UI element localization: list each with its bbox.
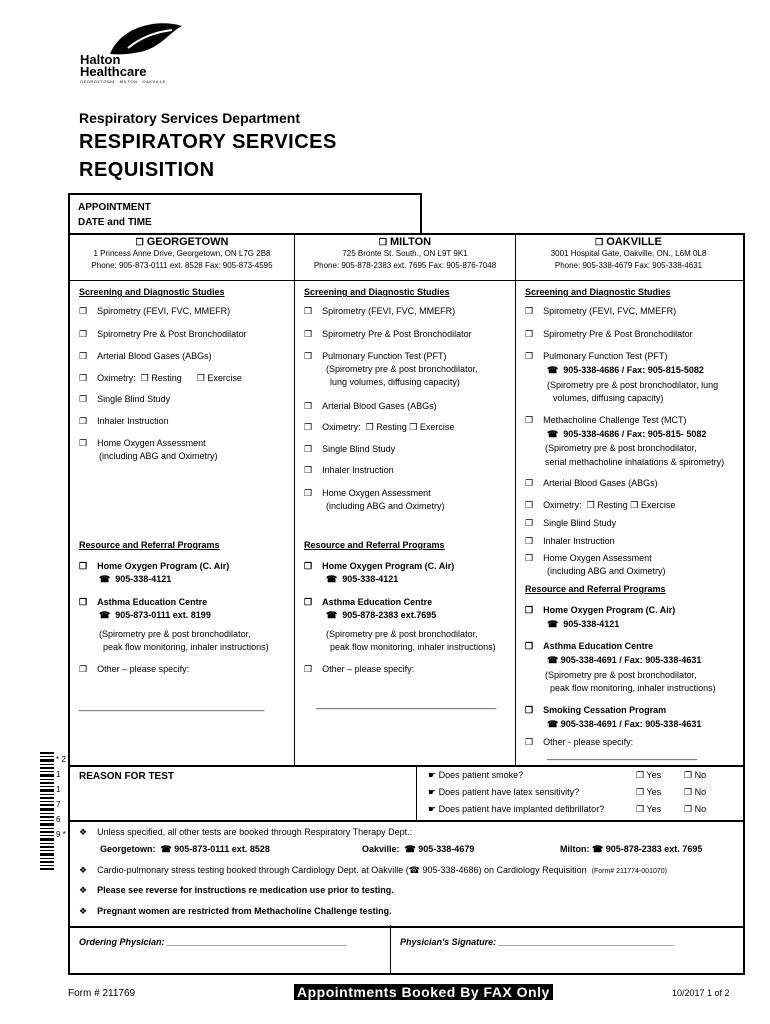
location-georgetown <box>70 236 294 272</box>
signature-box <box>68 925 745 975</box>
location-address: 725 Bronte St. South., ON L9T 9K1 <box>342 249 468 258</box>
answer-latex-no[interactable]: ❒ No <box>684 787 707 797</box>
screening-title: Screening and Diagnostic Studies <box>79 287 225 297</box>
note-medication: ❖ Please see reverse for instructions re medication use prior to testing. <box>79 885 394 895</box>
option-single-blind[interactable]: ❒ Single Blind Study <box>79 394 171 404</box>
appointment-date-time-label: DATE and TIME <box>78 217 152 228</box>
question-smoke: ☛ Does patient smoke? <box>428 770 524 780</box>
halton-healthcare-logo <box>80 18 190 84</box>
phone-icon: ☎ <box>408 865 420 875</box>
option-note: lung volumes, diffusing capacity) <box>330 377 460 387</box>
bullet-icon: ❖ <box>79 827 88 837</box>
option-spirometry-pre-post[interactable]: ❒ Spirometry Pre & Post Bronchodilator <box>304 329 472 339</box>
option-note: volumes, diffusing capacity) <box>553 393 664 403</box>
option-spirometry[interactable]: ❒ Spirometry (FEVI, FVC, MMEFR) <box>525 306 677 316</box>
option-other[interactable]: ❒ Other – please specify: <box>304 664 415 674</box>
answer-smoke-no[interactable]: ❒ No <box>684 770 707 780</box>
other-specify-line[interactable]: ______________________________ <box>547 750 698 760</box>
option-note: peak flow monitoring, inhaler instructions) <box>550 683 716 693</box>
physician-signature-field[interactable]: Physician's Signature: ___________________________________ <box>400 937 674 947</box>
option-oximetry[interactable]: ❒ Oximetry: ❒ Resting ❒ Exercise <box>304 422 455 432</box>
option-spirometry[interactable]: ❒ Spirometry (FEVI, FVC, MMEFR) <box>79 306 231 316</box>
fax-only-banner: Appointments Booked By FAX Only <box>294 984 553 1002</box>
option-home-oxygen-assessment[interactable]: ❒ Home Oxygen Assessment <box>304 488 431 498</box>
option-note: (Spirometry pre & post bronchodilator, <box>545 443 697 453</box>
barcode-text: * 2 1 1 7 6 9 * <box>56 755 66 839</box>
screening-title: Screening and Diagnostic Studies <box>304 287 450 297</box>
option-home-oxygen-assessment[interactable]: ❒ Home Oxygen Assessment <box>79 438 206 448</box>
resource-title: Resource and Referral Programs <box>525 584 666 594</box>
phone-line: ☎ 905-338-4686 / Fax: 905-815- 5082 <box>547 429 707 439</box>
option-abg[interactable]: ❒ Arterial Blood Gases (ABGs) <box>304 401 437 411</box>
location-milton <box>295 236 515 272</box>
other-specify-line[interactable]: ____________________________________ <box>316 699 497 709</box>
location-address: 1 Princess Anne Drive, Georgetown, ON L7G 2B8 <box>93 249 271 258</box>
phone-line: ☎ 905-878-2383 ext.7695 <box>326 610 437 620</box>
option-single-blind[interactable]: ❒ Single Blind Study <box>525 518 617 528</box>
option-note: serial methacholine inhalations & spirometry) <box>545 457 725 467</box>
option-home-oxygen-program[interactable]: ❒ Home Oxygen Program (C. Air) <box>304 561 455 571</box>
bullet-icon: ❖ <box>79 865 88 875</box>
answer-defib-no[interactable]: ❒ No <box>684 804 707 814</box>
phone-icon: ☎ <box>99 574 111 584</box>
checkbox-milton[interactable]: ❒ <box>378 237 387 247</box>
form-number: Form # 211769 <box>68 988 136 999</box>
barcode <box>40 752 70 872</box>
pointing-hand-icon: ☛ <box>428 770 437 780</box>
option-note: (Spirometry pre & post bronchodilator, <box>326 629 478 639</box>
option-spirometry-pre-post[interactable]: ❒ Spirometry Pre & Post Bronchodilator <box>79 329 247 339</box>
location-phone: Phone: 905-878-2383 ext. 7695 Fax: 905-876-7048 <box>313 261 497 270</box>
question-defibrillator: ☛ Does patient have implanted defibrillator? <box>428 804 605 814</box>
phone-icon: ☎ <box>547 719 559 729</box>
option-asthma-education[interactable]: ❒ Asthma Education Centre <box>525 641 654 651</box>
option-asthma-education[interactable]: ❒ Asthma Education Centre <box>304 597 433 607</box>
option-home-oxygen-program[interactable]: ❒ Home Oxygen Program (C. Air) <box>79 561 230 571</box>
form-title-line2: REQUISITION <box>79 159 215 181</box>
option-other[interactable]: ❒ Other - please specify: <box>525 737 634 747</box>
answer-latex-yes[interactable]: ❒ Yes <box>636 787 662 797</box>
location-phone: Phone: 905-338-4679 Fax: 905-338-4631 <box>554 261 703 270</box>
option-smoking-cessation[interactable]: ❒ Smoking Cessation Program <box>525 705 667 715</box>
location-name: OAKVILLE <box>606 236 662 248</box>
location-name: MILTON <box>389 236 432 248</box>
phone-line: ☎ 905-338-4121 <box>99 574 172 584</box>
option-note: (including ABG and Oximetry) <box>547 566 666 576</box>
note-booking: ❖ Unless specified, all other tests are booked through Respiratory Therapy Dept.: <box>79 827 413 837</box>
phone-line: ☎ 905-338-4686 / Fax: 905-815-5082 <box>547 365 704 375</box>
option-note: (Spirometry pre & post bronchodilator, lung <box>547 380 719 390</box>
phone-icon: ☎ <box>547 655 559 665</box>
bullet-icon: ❖ <box>79 885 88 895</box>
option-note: peak flow monitoring, inhaler instructions) <box>330 642 496 652</box>
phone-icon: ☎ <box>547 429 559 439</box>
phone-line: ☎ 905-338-4121 <box>547 619 620 629</box>
option-note: (including ABG and Oximetry) <box>99 451 218 461</box>
checkbox-oakville[interactable]: ❒ <box>595 237 604 247</box>
option-oximetry[interactable]: ❒ Oximetry: ❒ Resting ❒ Exercise <box>525 500 676 510</box>
answer-defib-yes[interactable]: ❒ Yes <box>636 804 662 814</box>
resource-title: Resource and Referral Programs <box>304 540 445 550</box>
phone-line: ☎ 905-873-0111 ext. 8199 <box>99 610 211 620</box>
resource-title: Resource and Referral Programs <box>79 540 220 550</box>
option-pft[interactable]: ❒ Pulmonary Function Test (PFT) <box>525 351 668 361</box>
option-spirometry-pre-post[interactable]: ❒ Spirometry Pre & Post Bronchodilator <box>525 329 693 339</box>
phone-icon: ☎ <box>404 844 416 854</box>
location-phone: Phone: 905-873-0111 ext. 8528 Fax: 905-873-4595 <box>91 261 273 270</box>
appointment-label: APPOINTMENT <box>78 202 151 213</box>
reason-label: REASON FOR TEST <box>79 771 175 782</box>
page-info: 10/2017 1 of 2 <box>672 988 730 998</box>
option-home-oxygen-assessment[interactable]: ❒ Home Oxygen Assessment <box>525 553 652 563</box>
option-home-oxygen-program[interactable]: ❒ Home Oxygen Program (C. Air) <box>525 605 676 615</box>
location-name: GEORGETOWN <box>146 236 229 248</box>
location-oakville <box>516 236 741 272</box>
phone-icon: ☎ <box>326 574 338 584</box>
option-inhaler[interactable]: ❒ Inhaler Instruction <box>304 465 394 475</box>
pointing-hand-icon: ☛ <box>428 804 437 814</box>
option-asthma-education[interactable]: ❒ Asthma Education Centre <box>79 597 208 607</box>
phone-line: ☎ 905-338-4691 / Fax: 905-338-4631 <box>547 655 702 665</box>
bullet-icon: ❖ <box>79 906 88 916</box>
option-abg[interactable]: ❒ Arterial Blood Gases (ABGs) <box>79 351 212 361</box>
pointing-hand-icon: ☛ <box>428 787 437 797</box>
logo-word-halton: Halton <box>80 52 121 67</box>
screening-title: Screening and Diagnostic Studies <box>525 287 671 297</box>
note-pregnant: ❖ Pregnant women are restricted from Methacholine Challenge testing. <box>79 906 392 916</box>
phone-icon: ☎ <box>547 619 559 629</box>
location-address: 3001 Hospital Gate, Oakville, ON., L6M 0L8 <box>550 249 707 258</box>
logo-word-healthcare: Healthcare <box>80 64 147 79</box>
form-title-line1: RESPIRATORY SERVICES <box>79 131 337 153</box>
option-pft[interactable]: ❒ Pulmonary Function Test (PFT) <box>304 351 447 361</box>
phone-icon: ☎ <box>547 365 559 375</box>
question-latex: ☛ Does patient have latex sensitivity? <box>428 787 580 797</box>
option-methacholine[interactable]: ❒ Methacholine Challenge Test (MCT) <box>525 415 687 425</box>
option-note: peak flow monitoring, inhaler instructions) <box>103 642 269 652</box>
ordering-physician-field[interactable]: Ordering Physician: ____________________________________ <box>79 937 348 947</box>
option-inhaler[interactable]: ❒ Inhaler Instruction <box>79 416 169 426</box>
phone-icon: ☎ <box>592 844 604 854</box>
appointment-box[interactable] <box>68 193 422 235</box>
phone-icon: ☎ <box>99 610 111 620</box>
phone-icon: ☎ <box>326 610 338 620</box>
checkbox-georgetown[interactable]: ❒ <box>135 237 144 247</box>
option-note: (Spirometry pre & post bronchodilator, <box>545 670 697 680</box>
note-cardio: ❖ Cardio-pulmonary stress testing booked through Cardiology Dept. at Oakville (☎ 905-338-4686) on Cardiology Requisition (Form# 211774-001070) <box>79 865 667 875</box>
phone-line: ☎ 905-338-4121 <box>326 574 399 584</box>
note-milton-phone: Milton: ☎ 905-878-2383 ext. 7695 <box>560 844 703 854</box>
other-specify-line[interactable]: _____________________________________ <box>79 701 265 711</box>
department-name: Respiratory Services Department <box>79 110 300 126</box>
option-note: (Spirometry pre & post bronchodilator, <box>326 364 478 374</box>
option-spirometry[interactable]: ❒ Spirometry (FEVI, FVC, MMEFR) <box>304 306 456 316</box>
option-note: (including ABG and Oximetry) <box>326 501 445 511</box>
note-oakville-phone: Oakville: ☎ 905-338-4679 <box>362 844 475 854</box>
option-abg[interactable]: ❒ Arterial Blood Gases (ABGs) <box>525 478 658 488</box>
phone-line: ☎ 905-338-4691 / Fax: 905-338-4631 <box>547 719 702 729</box>
phone-icon: ☎ <box>160 844 172 854</box>
answer-smoke-yes[interactable]: ❒ Yes <box>636 770 662 780</box>
option-other[interactable]: ❒ Other – please specify: <box>79 664 190 674</box>
barcode-bars <box>40 752 54 870</box>
note-georgetown-phone: Georgetown: ☎ 905-873-0111 ext. 8528 <box>100 844 270 854</box>
option-oximetry[interactable]: ❒ Oximetry: ❒ Resting ❒ Exercise <box>79 373 242 383</box>
option-note: (Spirometry pre & post bronchodilator, <box>99 629 251 639</box>
option-inhaler[interactable]: ❒ Inhaler Instruction <box>525 536 615 546</box>
logo-tagline: GEORGETOWN · MILTON · OAKVILLE <box>80 79 166 84</box>
option-single-blind[interactable]: ❒ Single Blind Study <box>304 444 396 454</box>
